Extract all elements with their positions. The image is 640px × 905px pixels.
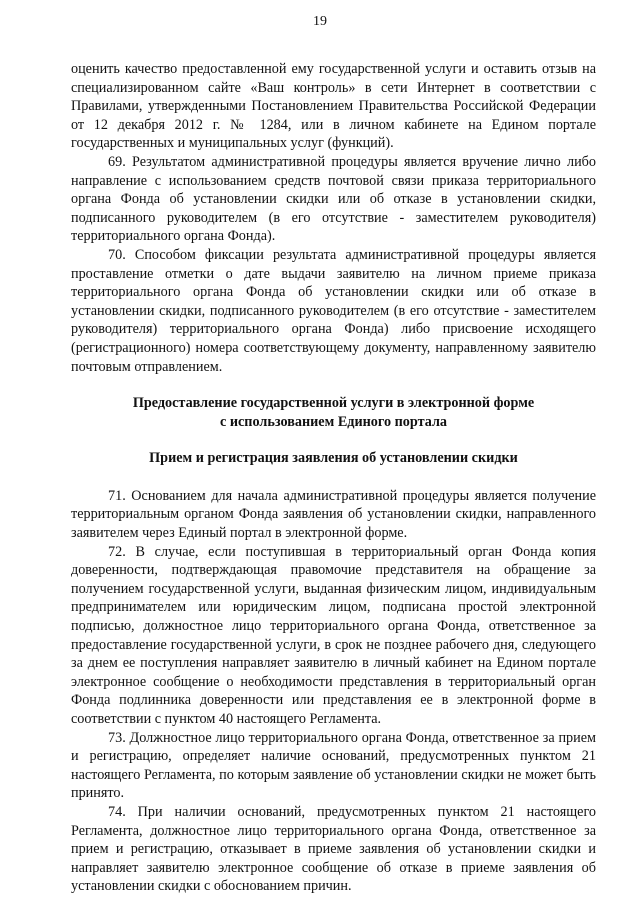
paragraph-74: 74. При наличии оснований, предусмотренных пунктом 21 настоящего Регламента, должностное лицо территориального органа Фонда, ответственное за прием и регистрацию, отказывает в приеме заявления об установлении скидки и направляет заявителю электронное сообщение об отказе в приеме заявления об установлении скидки с обоснованием причин. xyxy=(71,803,596,895)
section-heading-line-2: с использованием Единого портала xyxy=(219,413,448,430)
paragraph-72: 72. В случае, если поступившая в территориальный орган Фонда копия доверенности, подтверждающая правомочие представителя на обращение за получением государственной услуги, выданная физическим лицом, индивидуальным предпринимателем или юридическим лицом, подписана простой электронной подписью, должностное лицо территориального органа Фонда, ответственное за предоставление государственной услуги, в срок не позднее рабочего дня, следующего за днем ее поступления направляет заявителю в личный кабинет на Едином портале электронное сообщение о необходимости представления в территориальный орган Фонда подлинника доверенности или представления ее в электронной форме в соответствии с пунктом 40 настоящего Регламента. xyxy=(71,543,596,727)
subsection-heading: Прием и регистрация заявления об установлении скидки xyxy=(149,450,518,467)
paragraph-71: 71. Основанием для начала административной процедуры является получение территориальным органом Фонда заявления об установлении скидки, направленного заявителем через Единый портал в электронной форме. xyxy=(71,487,596,542)
paragraph-70: 70. Способом фиксации результата административной процедуры является проставление отметки о дате выдачи заявителю на личном приеме приказа территориального органа Фонда об установлении скидки или об отказе в установлении скидки, подписанного руководителем (в его отсутствие - заместителем руководителя) территориального органа Фонда) либо присвоение исходящего (регистрационного) номера соответствующему документу, направленному заявителю почтовым отправлением. xyxy=(71,246,596,375)
document-body xyxy=(71,60,596,896)
section-heading-line-1: Предоставление государственной услуги в электронной форме xyxy=(132,395,535,412)
paragraph-continuation: оценить качество предоставленной ему государственной услуги и оставить отзыв на специализированном сайте «Ваш контроль» в сети Интернет в соответствии с Правилами, утвержденными Постановлением Правительства Российской Федерации от 12 декабря 2012 г. № 1284, или в личном кабинете на Едином портале государственных и муниципальных услуг (функций). xyxy=(71,61,596,152)
page-number: 19 xyxy=(313,14,327,29)
paragraph-69: 69. Результатом административной процедуры является вручение лично либо направление с использованием средств почтовой связи приказа территориального органа Фонда об установлении скидки или об отказе в установлении скидки, подписанного руководителем (в его отсутствие - заместителем руководителя) территориального органа Фонда). xyxy=(71,153,596,245)
paragraph-73: 73. Должностное лицо территориального органа Фонда, ответственное за прием и регистрацию, определяет наличие оснований, предусмотренных пунктом 21 настоящего Регламента, по которым заявление об установлении скидки не может быть принято. xyxy=(71,729,596,802)
section-heading xyxy=(71,394,596,431)
